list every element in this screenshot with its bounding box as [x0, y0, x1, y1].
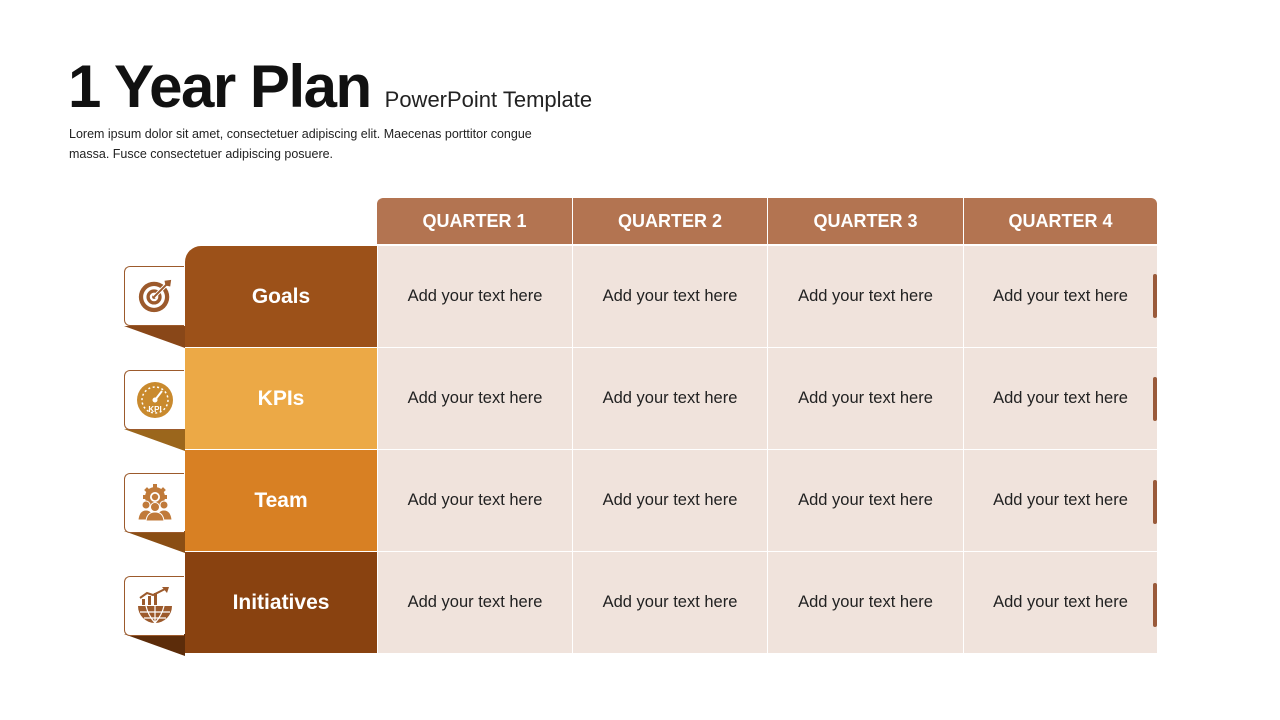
icon-box-goals [124, 266, 184, 326]
row-label-initiatives: Initiatives [185, 552, 377, 653]
kpi-gauge-icon [135, 380, 175, 420]
fold-kpis [124, 429, 185, 451]
icon-box-kpis [124, 370, 184, 430]
title-row [68, 52, 592, 121]
edge-accent-team [1153, 480, 1157, 524]
page-description: Lorem ipsum dolor sit amet, consectetuer adipiscing elit. Maecenas porttitor congue massa. Fusce consectetuer adipiscing posuere. [69, 127, 532, 161]
cell-initiatives-q3[interactable]: Add your text here [768, 552, 963, 653]
cell-goals-q3[interactable]: Add your text here [768, 246, 963, 347]
cell-initiatives-q2[interactable]: Add your text here [573, 552, 767, 653]
icon-box-initiatives [124, 576, 184, 636]
cell-team-q3[interactable]: Add your text here [768, 450, 963, 551]
team-gear-icon [135, 483, 175, 523]
fold-initiatives [124, 634, 185, 656]
row-label-kpis: KPIs [185, 348, 377, 449]
edge-accent-goals [1153, 274, 1157, 318]
cell-kpis-q1[interactable]: Add your text here [378, 348, 572, 449]
icon-box-team [124, 473, 184, 533]
header-quarter-3: QUARTER 3 [768, 198, 963, 244]
page-subtitle: PowerPoint Template [384, 87, 593, 112]
globe-growth-icon [135, 586, 175, 626]
fold-goals [124, 326, 185, 348]
cell-kpis-q4[interactable]: Add your text here [964, 348, 1157, 449]
target-icon [136, 277, 174, 315]
row-label-goals: Goals [185, 246, 377, 347]
cell-kpis-q2[interactable]: Add your text here [573, 348, 767, 449]
cell-team-q2[interactable]: Add your text here [573, 450, 767, 551]
header-quarter-2: QUARTER 2 [573, 198, 767, 244]
header-quarter-1: QUARTER 1 [377, 198, 572, 244]
cell-goals-q4[interactable]: Add your text here [964, 246, 1157, 347]
page-title: 1 Year Plan [68, 53, 371, 120]
cell-team-q4[interactable]: Add your text here [964, 450, 1157, 551]
fold-team [124, 531, 185, 553]
edge-accent-kpis [1153, 377, 1157, 421]
cell-team-q1[interactable]: Add your text here [378, 450, 572, 551]
cell-initiatives-q1[interactable]: Add your text here [378, 552, 572, 653]
cell-kpis-q3[interactable]: Add your text here [768, 348, 963, 449]
cell-goals-q1[interactable]: Add your text here [378, 246, 572, 347]
row-label-team: Team [185, 450, 377, 551]
kpi-icon-text: KPI [147, 405, 162, 414]
cell-goals-q2[interactable]: Add your text here [573, 246, 767, 347]
cell-initiatives-q4[interactable]: Add your text here [964, 552, 1157, 653]
header-quarter-4: QUARTER 4 [964, 198, 1157, 244]
edge-accent-initiatives [1153, 583, 1157, 627]
